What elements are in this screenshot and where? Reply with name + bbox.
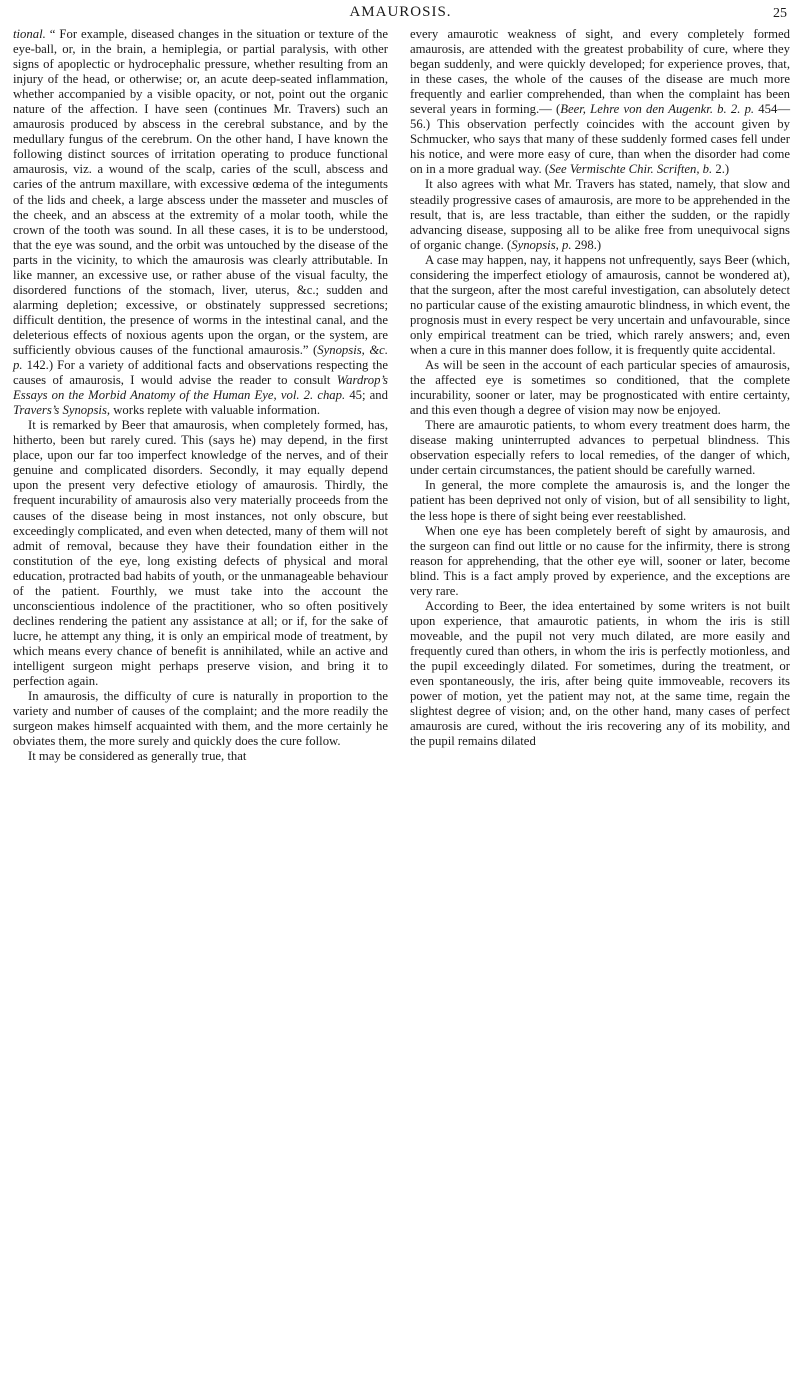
text-run: 142.) For a variety of additional facts and observations respecting the causes of amaurosis, I would advise the reader to consult <box>13 358 388 388</box>
paragraph: There are amaurotic patients, to whom every treatment does harm, the disease making uninterrupted advances to perpetual blindness. This observation especially refers to local remedies, of the danger of which, under certain circumstances, the patient should be carefully warned. <box>410 418 790 478</box>
paragraph: In general, the more complete the amaurosis is, and the longer the patient has been deprived not only of vision, but of all sensibility to light, the less hope is there of sight being ever reestablished. <box>410 478 790 523</box>
paragraph: As will be seen in the account of each particular species of amaurosis, the affected eye is sometimes so conditioned, that the complete incurability, sooner or later, may be prognosticated with entire certainty, and this even though a degree of vision may now be enjoyed. <box>410 358 790 418</box>
paragraph: According to Beer, the idea entertained by some writers is not built upon experience, that amaurotic patients, in whom the iris is still moveable, and the pupil not very much dilated, are more easily and frequently cured than others, in whom the iris is perfectly motionless, and the pupil exceedingly dilated. For sometimes, during the treatment, or even spontaneously, the iris, after being quite immoveable, recovers its power of motion, yet the patient may not, at the same time, regain the slightest degree of vision; and, on the other hand, many cases of perfect amaurosis are cured, without the iris recovering any of its mobility, and the pupil remains dilated <box>410 598 790 749</box>
text-run: 298.) <box>571 237 602 252</box>
text-run: 45; and <box>345 388 388 403</box>
paragraph: When one eye has been completely bereft of sight by amaurosis, and the surgeon can find out little or no cause for the infirmity, there is strong reason for apprehending, that the other eye will, sooner or later, become blind. This is a fact amply proved by experience, and the exceptions are very rare. <box>410 523 790 598</box>
paragraph: In amaurosis, the difficulty of cure is naturally in proportion to the variety and number of causes of the complaint; and the more readily the surgeon makes himself acquainted with them, and the more certainly he obviates them, the more surely and quickly does the cure follow. <box>13 689 388 749</box>
citation: Synopsis, &c. p. <box>13 342 388 373</box>
text-run: It also agrees with what Mr. Travers has stated, namely, that slow and steadily progressive cases of amaurosis, are more to be apprehended in the result, that is, are less tractable, than either the sudden, or the rapidly advancing disease, supposing all to be alike free from unequivocal signs of organic change. ( <box>410 177 790 252</box>
paragraph <box>410 177 790 252</box>
text-run: every amaurotic weakness of sight, and every completely formed amaurosis, are attended with the greatest probability of cure, where they began suddenly, and were quickly developed; for experience proves, that, in these cases, the whole of the causes of the disease are much more frequently and earlier comprehended, than when the complaint has been several years in forming.— ( <box>410 27 790 117</box>
paragraph: A case may happen, nay, it happens not unfrequently, says Beer (which, considering the imperfect etiology of amaurosis, cannot be wondered at), that the surgeon, after the most careful investigation, can absolutely detect no particular cause of the existing amaurotic blindness, in which event, the prognosis must in every respect be very uncertain and unfavourable, since only empirical treatment can be tried, which rarely answers; and, even when a cure in this manner does follow, it is frequently quite accidental. <box>410 252 790 357</box>
paragraph <box>410 27 790 177</box>
citation: Synopsis, p. <box>511 237 572 252</box>
text-run: 2.) <box>712 162 730 177</box>
paragraph: It may be considered as generally true, that <box>28 749 247 764</box>
text-run: tional. <box>13 27 46 41</box>
citation: See Vermischte Chir. Scriften, b. <box>549 162 713 177</box>
text-run: “ For example, diseased changes in the situation or texture of the eye-ball, or, in the brain, a hemiplegia, or partial paralysis, with other signs of apoplectic or hydrocephalic pressure, whether resulting from an injury of the head, or otherwise; or, an acute deep-seated inflammation, whether accompanied by a visible opacity, or not, point out the organic nature of the affection. I have seen (continues Mr. Travers) such an amaurosis produced by abscess in the cerebral substance, and by the medullary fungus of the cerebrum. On the other hand, I have known the following distinct sources of irritation operating to produce functional amaurosis, viz. a wound of the scalp, caries of the scull, abscess and caries of the antrum maxillare, with excessive œdema of the integuments of the lids and cheek, a large abscess under the masseter and muscles of the cheek, and an abscess at the extremity of a molar tooth, while the crown of the tooth was sound. In all these cases, it is to be understood, that the eye was sound, and the orbit was untouched by the disease of the parts in the vicinity, to which the amaurosis was clearly attributable. In like manner, an excessive use, or rather abuse of the visual faculty, the disordered functions of the stomach, liver, uterus, &c.; sudden and alarming depletion; excessive, or obstinately suppressed secretions; difficult dentition, the presence of worms in the intestinal canal, and the deleterious effects of noxious agents upon the organ, or the system, are sufficiently obvious causes of the functional amaurosis.” ( <box>13 27 388 357</box>
text-run: 454—56.) This observation perfectly coincides with the account given by Schmucker, who says that many of these suddenly formed cases fell under his notice, and were more easy of cure, than when the disorder had come on in a more gradual way. ( <box>410 102 791 177</box>
right-column <box>410 27 790 749</box>
citation: Beer, Lehre von den Augenkr. b. 2. p. <box>560 102 755 117</box>
page-header <box>0 0 801 28</box>
citation: Travers’s Synopsis, <box>13 403 111 418</box>
paragraph <box>13 27 388 418</box>
left-column <box>13 27 388 764</box>
paragraph: It is remarked by Beer that amaurosis, when completely formed, has, hitherto, been but rarely cured. This (says he) may depend, in the first place, upon our far too imperfect knowledge of the nerves, and of their genuine and complicated disorders. Secondly, it may equally depend upon the present very defective etiology of amaurosis. Thirdly, the frequent incurability of amaurosis also very materially proceeds from the causes of the disease being in most instances, not only obscure, but exceedingly complicated, and even when detected, many of them will not admit of removal, because they have their foundation either in the constitution of the eye, long existing defects of physical and moral education, protracted bad habits of youth, or the unmanageable behaviour of the patient. Fourthly, we must take into the account the unconscientious indolence of the practitioner, who so often positively declines rendering the patient any assistance at all; or if, for the sake of lucre, he attempt any thing, it is only an empirical mode of treatment, by which means every chance of benefit is annihilated, while an active and intelligent surgeon might perhaps preserve vision, and bring it to perfection again. <box>13 418 388 689</box>
citation: Wardrop’s Essays on the Morbid Anatomy of the Human Eye, vol. 2. chap. <box>13 373 388 403</box>
page-number: 25 <box>773 6 787 21</box>
running-title: AMAUROSIS. <box>349 4 452 20</box>
text-run: works replete with valuable information. <box>110 403 321 418</box>
